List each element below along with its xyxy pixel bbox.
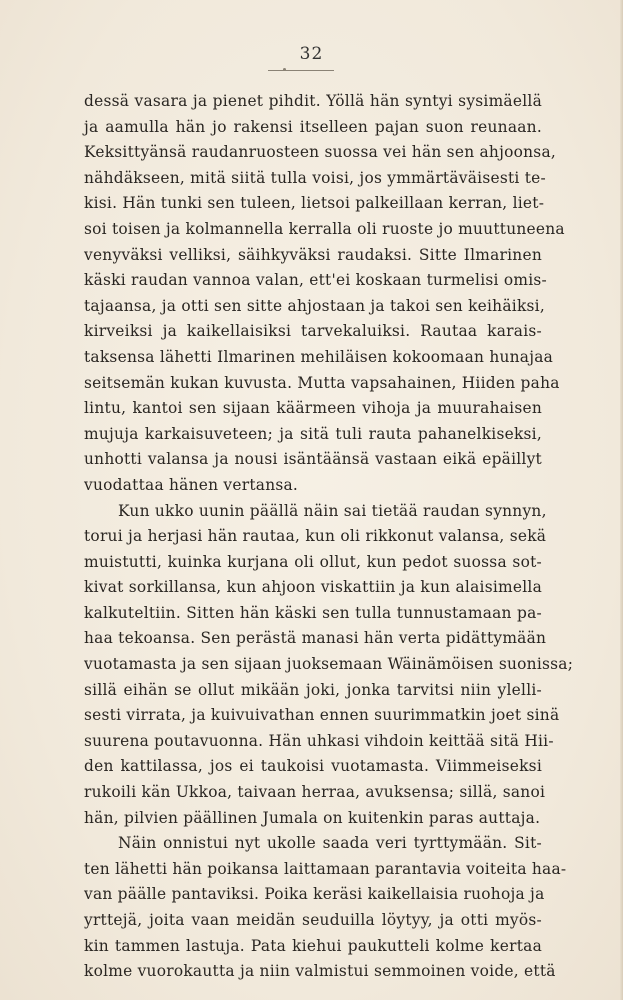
text-line: kalkuteltiin. Sitten hän käski sen tulla tunnustamaan pa- <box>84 603 542 622</box>
text-line: ja aamulla hän jo rakensi itselleen pajan suon reunaan. <box>84 117 542 136</box>
text-line: soi toisen ja kolmannella kerralla oli ruoste jo muuttuneena <box>84 219 565 238</box>
text-line: kolme vuorokautta ja niin valmistui semmoinen voide, että <box>84 962 556 981</box>
text-line: nähdäkseen, mitä siitä tulla voisi, jos ymmärtäväisesti te- <box>84 168 546 187</box>
text-line: sesti virrata, ja kuivuivathan ennen suurimmatkin joet sinä <box>84 706 560 725</box>
text-line: mujuja karkaisuveteen; ja sitä tuli rauta pahanelkiseksi, <box>84 424 542 443</box>
header-rule-ornament <box>283 68 286 71</box>
text-line: Näin onnistui nyt ukolle saada veri tyrttymään. Sit- <box>118 834 542 853</box>
text-line: taksensa lähetti Ilmarinen mehiläisen kokoomaan hunajaa <box>84 347 554 366</box>
page-number: 32 <box>299 44 324 64</box>
text-line: yrttejä, joita vaan meidän seuduilla löytyy, ja otti myös- <box>84 911 542 929</box>
text-line: den kattilassa, jos ei taukoisi vuotamasta. Viimmeiseksi <box>84 757 542 776</box>
text-line: van päälle pantaviksi. Poika keräsi kaikellaisia ruohoja ja <box>84 885 545 904</box>
text-line: Keksittyänsä raudanruosteen suossa vei hän sen ahjoonsa, <box>84 143 557 162</box>
text-line: kisi. Hän tunki sen tuleen, lietsoi palkeillaan kerran, liet- <box>84 194 545 213</box>
text-line: Kun ukko uunin päällä näin sai tietää raudan synnyn, <box>118 501 547 520</box>
text-line: suurena poutavuonna. Hän uhkasi vihdoin keittää sitä Hii- <box>84 731 554 750</box>
text-line: kin tammen lastuja. Pata kiehui paukutteli kolme kertaa <box>84 936 542 955</box>
text-line: muistutti, kuinka kurjana oli ollut, kun pedot suossa sot- <box>84 552 542 571</box>
header-rule <box>268 70 334 71</box>
text-line: ten lähetti hän poikansa laittamaan parantavia voiteita haa- <box>84 859 567 878</box>
text-line: dessä vasara ja pienet pihdit. Yöllä hän syntyi sysimäellä <box>84 92 542 110</box>
text-line: torui ja herjasi hän rautaa, kun oli rikkonut valansa, sekä <box>84 527 547 546</box>
text-line: kivat sorkillansa, kun ahjoon viskattiin ja kun alaisimella <box>84 578 542 597</box>
text-line: tajaansa, ja otti sen sitte ahjostaan ja takoi sen keihäiksi, <box>84 296 545 315</box>
text-line: käski raudan vannoa valan, ett'ei koskaan turmelisi omis- <box>84 271 547 290</box>
text-line: vuotamasta ja sen sijaan juoksemaan Wäinämöisen suonissa; <box>84 655 574 674</box>
text-line: lintu, kantoi sen sijaan käärmeen vihoja ja muurahaisen <box>84 399 542 418</box>
text-line: sillä eihän se ollut mikään joki, jonka tarvitsi niin ylelli- <box>84 680 542 699</box>
text-line: vuodattaa hänen vertansa. <box>84 475 299 494</box>
text-line: rukoili kän Ukkoa, taivaan herraa, avuksensa; sillä, sanoi <box>84 783 546 802</box>
text-line: haa tekoansa. Sen perästä manasi hän verta pidättymään <box>84 629 547 648</box>
text-line: seitsemän kukan kuvusta. Mutta vapsahainen, Hiiden paha <box>84 373 560 392</box>
text-line: hän, pilvien päällinen Jumala on kuitenkin paras auttaja. <box>84 808 541 827</box>
text-line: kirveiksi ja kaikellaisiksi tarvekaluiksi. Rautaa karais- <box>84 322 542 341</box>
body-text <box>84 89 574 985</box>
text-line: unhotti valansa ja nousi isäntäänsä vastaan eikä epäillyt <box>84 450 542 469</box>
text-line: venyväksi velliksi, säihkyväksi raudaksi. Sitte Ilmarinen <box>84 245 542 264</box>
